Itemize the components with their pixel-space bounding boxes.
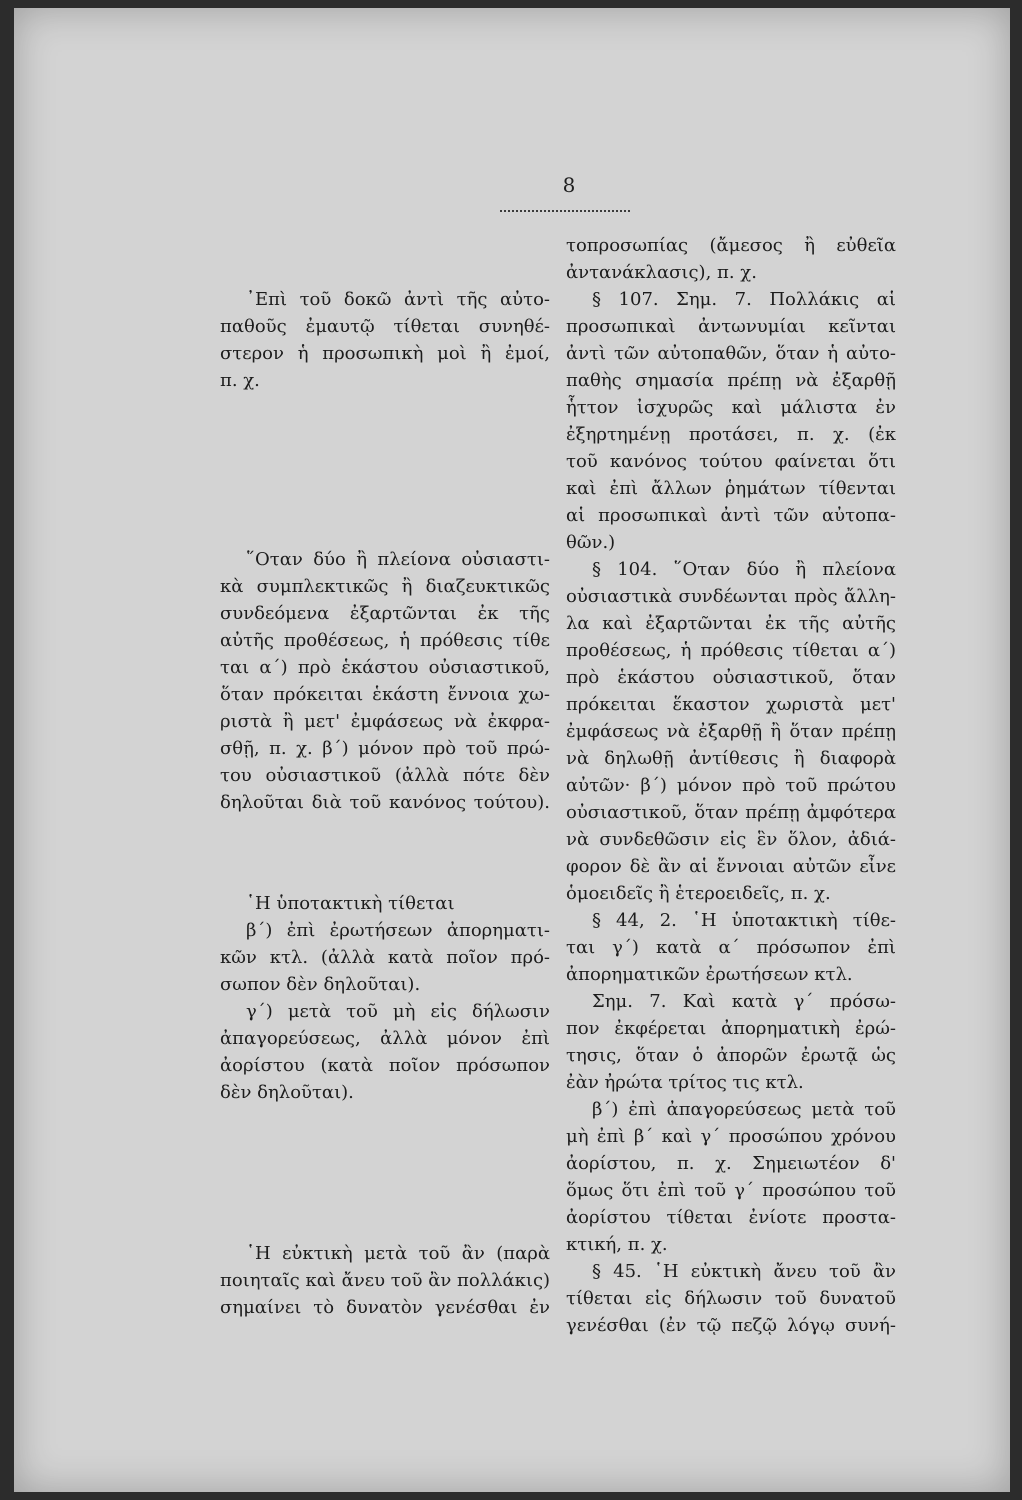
text-line: του οὐσιαστικοῦ (ἀλλὰ πότε δὲν — [220, 765, 550, 786]
text-line: π. χ. — [220, 370, 260, 391]
text-line: δηλοῦται διὰ τοῦ κανόνος τούτου). — [220, 792, 550, 813]
text-line: ὅταν πρόκειται ἑκάστη ἔννοια χω- — [220, 684, 550, 705]
text-line: πον ἐκφέρεται ἀπορηματικὴ ἐρώ- — [566, 1018, 896, 1039]
text-line: νὰ συνδεθῶσιν εἰς ἓν ὅλον, ἀδιά- — [566, 829, 896, 850]
text-line: κῶν κτλ. (ἀλλὰ κατὰ ποῖον πρό- — [220, 947, 550, 968]
text-line: τοπροσωπίας (ἄμεσος ἢ εὐθεῖα — [566, 235, 896, 256]
text-line: ἀορίστου, π. χ. Σημειωτέον δ' — [566, 1153, 896, 1174]
text-line: τησις, ὅταν ὁ ἀπορῶν ἐρωτᾷ ὡς — [566, 1045, 896, 1066]
section-44: § 44, 2. ῾Η ὑποτακτικὴ τίθε- — [592, 910, 896, 931]
text-line: σημαίνει τὸ δυνατὸν γενέσθαι ἐν — [220, 1297, 550, 1318]
page-number: 8 — [562, 173, 576, 197]
text-line: καὶ ἐπὶ ἄλλων ῥημάτων τίθενται — [566, 478, 896, 499]
text-line: αὐτῆς προθέσεως, ἡ πρόθεσις τίθε — [220, 630, 550, 651]
text-line: γενέσθαι (ἐν τῷ πεζῷ λόγῳ συνή- — [566, 1315, 896, 1336]
text-line: ται α΄) πρὸ ἑκάστου οὐσιαστικοῦ, — [220, 657, 550, 678]
text-line: παθοῦς ἐμαυτῷ τίθεται συνηθέ- — [220, 316, 550, 337]
text-line: ἀπορηματικῶν ἐρωτήσεων κτλ. — [566, 964, 853, 985]
text-line: ᾿Επὶ τοῦ δοκῶ ἀντὶ τῆς αὐτο- — [246, 289, 550, 310]
text-line: προσωπικαὶ ἀντωνυμίαι κεῖνται — [566, 316, 896, 337]
left-block-subjunctive — [220, 890, 550, 1106]
text-line: στερον ἡ προσωπικὴ μοὶ ἢ ἐμοί, — [220, 343, 550, 364]
text-line: μὴ ἐπὶ β΄ καὶ γ΄ προσώπου χρόνου — [566, 1126, 896, 1147]
left-block-prepositions — [220, 546, 550, 816]
text-line: ἐξηρτημένῃ προτάσει, π. χ. (ἐκ — [566, 424, 896, 445]
text-line: πρόκειται ἕκαστον χωριστὰ μετ' — [566, 694, 896, 715]
text-line: ἀορίστου (κατὰ ποῖον πρόσωπον — [220, 1055, 550, 1076]
section-107: § 107. Σημ. 7. Πολλάκις αἱ — [592, 289, 896, 310]
right-column — [566, 232, 896, 1339]
text-line: δὲν δηλοῦται). — [220, 1082, 354, 1103]
text-line: ἐὰν ἠρώτα τρίτος τις κτλ. — [566, 1072, 804, 1093]
text-line: ῞Οταν δύο ἢ πλείονα οὐσιαστι- — [246, 549, 550, 570]
text-line: ται γ΄) κατὰ α΄ πρόσωπον ἐπὶ — [566, 937, 896, 958]
text-line: β΄) ἐπὶ ἐρωτήσεων ἀπορηματι- — [246, 920, 550, 941]
text-line: φορον δὲ ἂν αἱ ἔννοιαι αὐτῶν εἶνε — [566, 856, 896, 877]
text-line: ριστὰ ἢ μετ' ἐμφάσεως νὰ ἐκφρα- — [220, 711, 550, 732]
note-7: Σημ. 7. Καὶ κατὰ γ΄ πρόσω- — [592, 991, 896, 1012]
text-line: ῾Η ὑποτακτικὴ τίθεται — [246, 893, 455, 914]
text-line: θῶν.) — [566, 532, 616, 553]
text-line: συνδεόμενα ἐξαρτῶνται ἐκ τῆς — [220, 603, 550, 624]
text-line: οὐσιαστικοῦ, ὅταν πρέπῃ ἀμφότερα — [566, 802, 896, 823]
text-line: παθὴς σημασία πρέπῃ νὰ ἐξαρθῇ — [566, 370, 896, 391]
text-line: σωπον δὲν δηλοῦται). — [220, 974, 421, 995]
text-line: κὰ συμπλεκτικῶς ἢ διαζευκτικῶς — [220, 576, 550, 597]
text-line: ἧττον ἰσχυρῶς καὶ μάλιστα ἐν — [566, 397, 896, 418]
text-line: ὅμως ὅτι ἐπὶ τοῦ γ΄ προσώπου τοῦ — [566, 1180, 896, 1201]
text-line: αὐτῶν· β΄) μόνον πρὸ τοῦ πρώτου — [566, 775, 896, 796]
text-line: ἀντὶ τῶν αὐτοπαθῶν, ὅταν ἡ αὐτο- — [566, 343, 896, 364]
text-line: ποιηταῖς καὶ ἄνευ τοῦ ἂν πολλάκις) — [220, 1270, 550, 1291]
text-line: νὰ δηλωθῇ ἀντίθεσις ἢ διαφορὰ — [566, 748, 896, 769]
left-block-optative — [220, 1240, 550, 1321]
text-line: τίθεται εἰς δήλωσιν τοῦ δυνατοῦ — [566, 1288, 896, 1309]
text-line: ῾Η εὐκτικὴ μετὰ τοῦ ἂν (παρὰ — [246, 1243, 550, 1264]
text-line: ἀντανάκλασις), π. χ. — [566, 262, 757, 283]
text-line: σθῇ, π. χ. β΄) μόνον πρὸ τοῦ πρώ- — [220, 738, 550, 759]
text-line: προθέσεως, ἡ πρόθεσις τίθεται α΄) — [566, 640, 896, 661]
section-45: § 45. ῾Η εὐκτικὴ ἄνευ τοῦ ἂν — [592, 1261, 896, 1282]
text-line: ἀορίστου τίθεται ἐνίοτε προστα- — [566, 1207, 896, 1228]
text-line: αἱ προσωπικαὶ ἀντὶ τῶν αὐτοπα- — [566, 505, 896, 526]
text-line: οὐσιαστικὰ συνδέωνται πρὸς ἄλλη- — [566, 586, 896, 607]
text-line: τοῦ κανόνος τούτου φαίνεται ὅτι — [566, 451, 896, 472]
text-line: γ΄) μετὰ τοῦ μὴ εἰς δήλωσιν — [246, 1001, 550, 1022]
text-line: ἀπαγορεύσεως, ἀλλὰ μόνον ἐπὶ — [220, 1028, 550, 1049]
text-line: ὁμοειδεῖς ἢ ἑτεροειδεῖς, π. χ. — [566, 883, 831, 904]
section-104: § 104. ῞Οταν δύο ἢ πλείονα — [592, 559, 896, 580]
left-block-reflexive — [220, 286, 550, 394]
text-line: πρὸ ἑκάστου οὐσιαστικοῦ, ὅταν — [566, 667, 896, 688]
text-line: β΄) ἐπὶ ἀπαγορεύσεως μετὰ τοῦ — [592, 1099, 896, 1120]
text-line: κτική, π. χ. — [566, 1234, 668, 1255]
text-line: ἐμφάσεως νὰ ἐξαρθῇ ἢ ὅταν πρέπῃ — [566, 721, 896, 742]
text-line: λα καὶ ἐξαρτῶνται ἐκ τῆς αὐτῆς — [566, 613, 896, 634]
header-rule — [500, 210, 630, 212]
